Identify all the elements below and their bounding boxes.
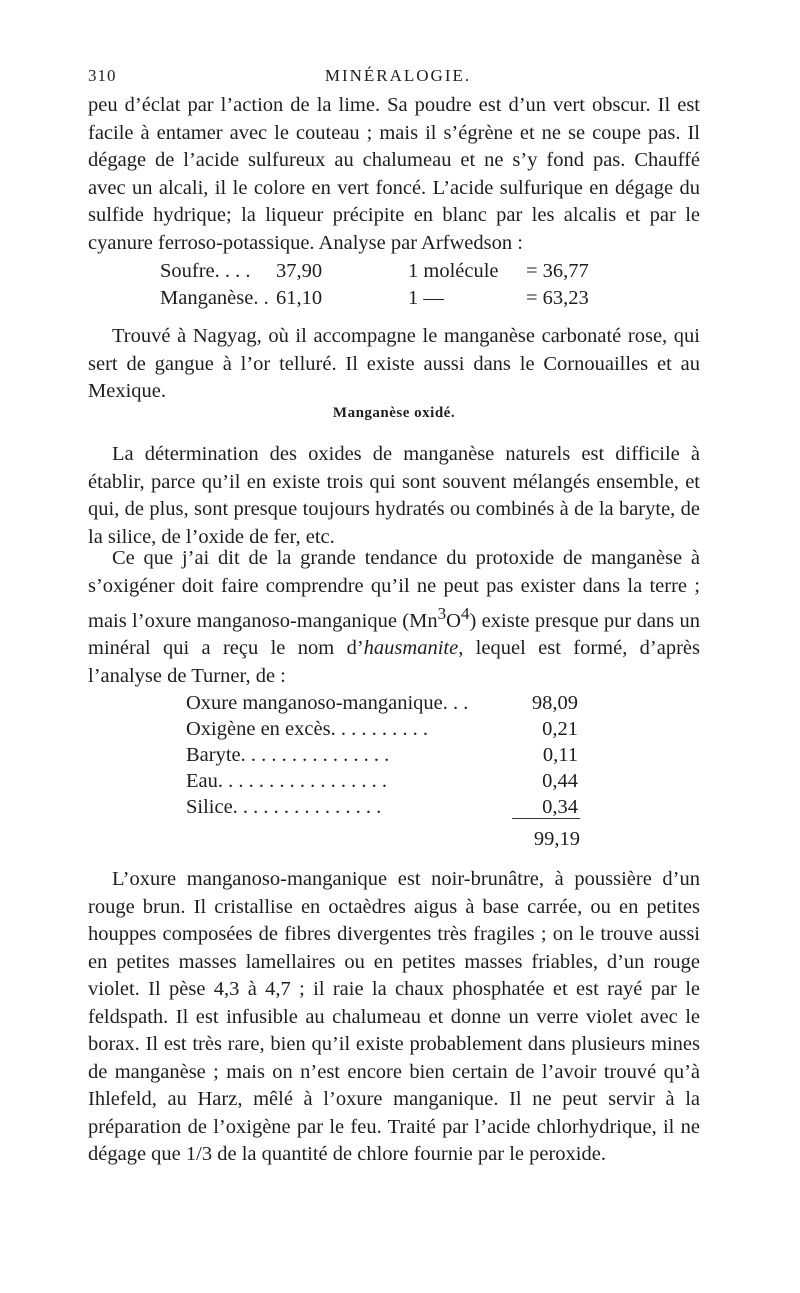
text-run: O	[446, 609, 461, 632]
text-run: , lequel est formé, d’après l’analyse de Turner, de :	[88, 637, 701, 687]
superscript: 4	[460, 604, 470, 623]
molecule-count: 1 molécule	[408, 260, 499, 282]
element-value: 61,10	[276, 287, 323, 309]
component-value: 0,11	[542, 744, 578, 766]
component-value: 0,21	[542, 718, 578, 740]
text-run: Ce que j’ai dit de la grande tendance du protoxide de manganèse à s’oxigéner doit faire comprendre qu’il ne peut pas exister dans la terre ; mais l’oxure manganoso-manganique (Mn	[88, 547, 700, 632]
table-row	[186, 718, 578, 744]
component-value: 0,34	[542, 796, 578, 818]
element-value: 37,90	[276, 260, 323, 282]
element-name: Soufre. . . .	[160, 260, 251, 282]
paragraph-oxides-intro: La détermination des oxides de manganèse naturels est difficile à établir, parce qu’il en existe trois qui sont souvent mélangés ensemble, et qui, de plus, sont presque toujours hydratés ou combinés à de la baryte, de la silice, de l’oxide de fer, etc.	[88, 443, 700, 548]
table-row	[160, 260, 646, 287]
paragraph-locality: Trouvé à Nagyag, où il accompagne le manganèse carbonaté rose, qui sert de gangue à l’or telluré. Il existe aussi dans le Cornouailles et au Mexique.	[88, 325, 700, 402]
component-name: Eau. . . . . . . . . . . . . . . . .	[186, 770, 387, 792]
table-row	[186, 770, 578, 796]
section-title: Manganèse oxidé.	[332, 405, 456, 421]
arfwedson-analysis-table	[160, 260, 646, 314]
running-title: MINÉRALOGIE.	[324, 66, 472, 85]
turner-analysis-table	[186, 692, 578, 822]
paragraph-hausmanite	[88, 545, 700, 690]
component-name: Oxigène en excès. . . . . . . . . .	[186, 718, 428, 740]
sum-rule	[512, 818, 580, 819]
mineral-name-italic: hausmanite	[363, 637, 459, 660]
table-row	[186, 744, 578, 770]
computed-value: = 63,23	[526, 287, 589, 309]
component-name: Silice. . . . . . . . . . . . . . .	[186, 796, 382, 818]
component-value: 98,09	[531, 692, 578, 714]
text-run: ) existe presque pur dans un minéral qui a reçu le nom d’	[88, 609, 700, 660]
computed-value: = 36,77	[526, 260, 589, 282]
component-value: 0,44	[542, 770, 578, 792]
analysis-total: 99,19	[533, 828, 580, 850]
page-number: 310	[88, 66, 117, 85]
element-name: Manganèse. .	[160, 287, 269, 309]
component-name: Oxure manganoso-manganique. . .	[186, 692, 469, 714]
paragraph-properties: L’oxure manganoso-manganique est noir-brunâtre, à poussière d’un rouge brun. Il cristallise en octaèdres aigus à base carrée, ou en petites houppes composées de fibres divergentes très fragiles ; on le trouve aussi en petites masses lamellaires ou en petites masses friables, d’un rouge violet. Il pèse 4,3 à 4,7 ; il raie la chaux phosphatée et est rayé par le feldspath. Il est infusible au chalumeau et donne un verre violet avec le borax. Il est très rare, bien qu’il existe probablement dans plusieurs mines de manganèse ; mais on n’est encore bien certain de l’avoir trouvé qu’à Ihlefeld, au Harz, mêlé à l’oxure manganique. Il ne peut servir à la préparation de l’oxigène par le feu. Traité par l’acide chlorhydrique, il ne dégage que 1/3 de la quantité de chlore fournie par le peroxide.	[88, 868, 700, 1165]
table-row	[186, 692, 578, 718]
molecule-count: 1 —	[408, 287, 444, 309]
page-header	[88, 62, 708, 90]
table-row	[160, 287, 646, 314]
superscript: 3	[437, 604, 447, 623]
paragraph-blende-description: peu d’éclat par l’action de la lime. Sa poudre est d’un vert obscur. Il est facile à entamer avec le couteau ; mais il s’égrène et ne se coupe pas. Il dégage de l’acide sulfureux au chalumeau et ne s’y fond pas. Chauffé avec un alcali, il le colore en vert foncé. L’acide sulfurique en dégage du sulfide hydrique; la liqueur précipite en blanc par les alcalis et par le cyanure ferroso-potassique. Analyse par Arfwedson :	[88, 94, 700, 254]
component-name: Baryte. . . . . . . . . . . . . . .	[186, 744, 390, 766]
